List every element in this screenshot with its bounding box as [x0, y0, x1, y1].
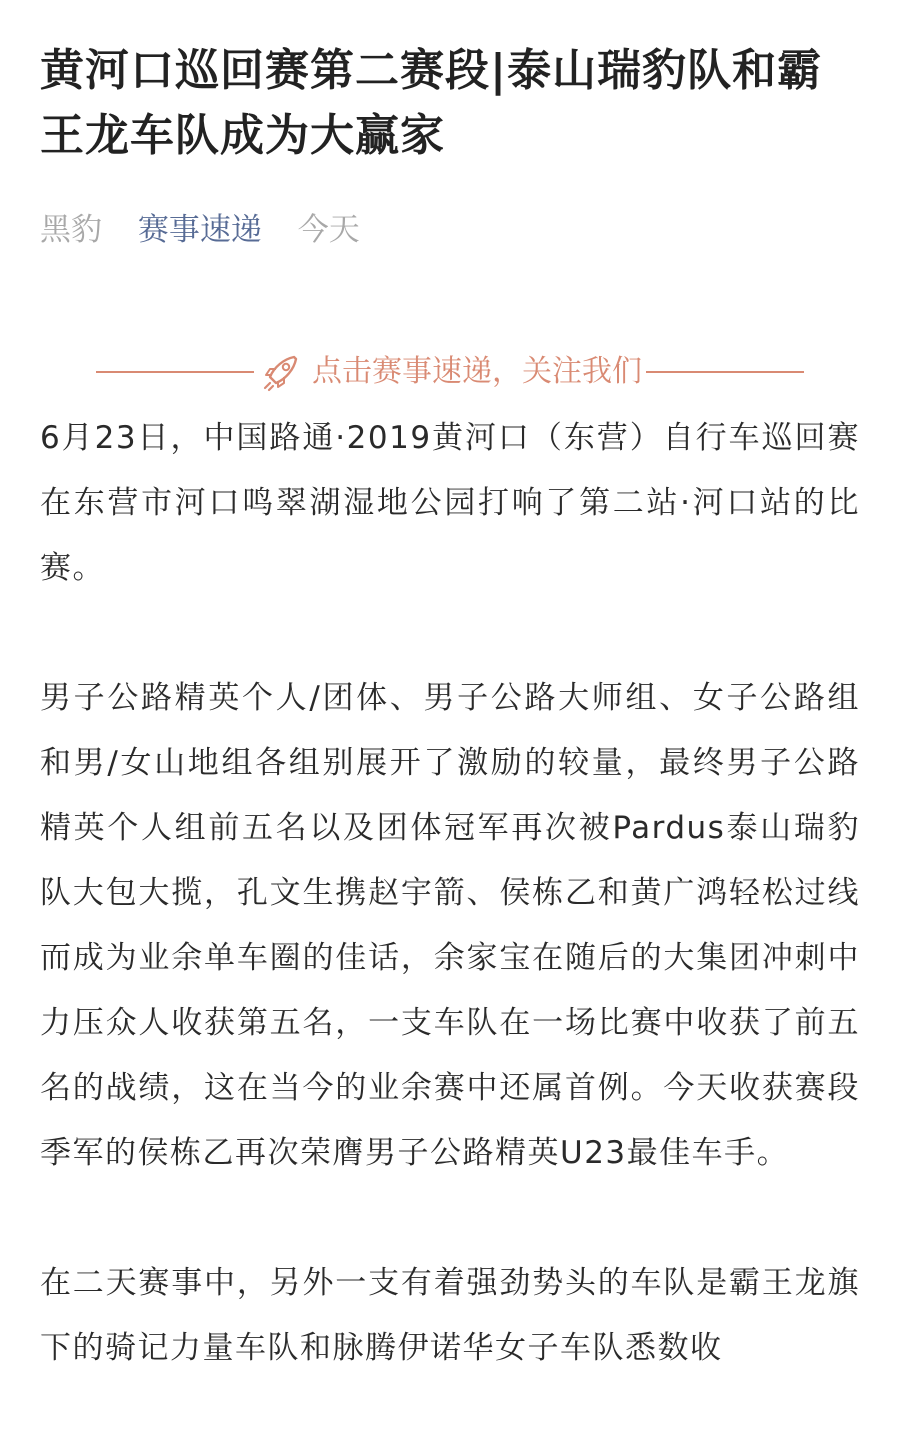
follow-text: 点击赛事速递，关注我们: [312, 354, 642, 389]
publish-date: 今天: [297, 212, 360, 248]
rocket-icon: [260, 351, 302, 393]
article-meta: [40, 210, 860, 250]
paragraph: 男子公路精英个人/团体、男子公路大师组、女子公路组和男/女山地组各组别展开了激励的较量，最终男子公路精英个人组前五名以及团体冠军再次被Pardus泰山瑞豹队大包大揽，孔文生携赵宇箭、侯栋乙和黄广鸿轻松过线而成为业余单车圈的佳话，余家宝在随后的大集团冲刺中力压众人收获第五名，一支车队在一场比赛中收获了前五名的战绩，这在当今的业余赛中还属首例。今天收获赛段季军的侯栋乙再次荣膺男子公路精英U23最佳车手。: [40, 680, 860, 1171]
paragraph: 6月23日，中国路通·2019黄河口（东营）自行车巡回赛在东营市河口鸣翠湖湿地公园打响了第二站·河口站的比赛。: [40, 420, 860, 586]
banner-divider-right: [646, 371, 804, 373]
follow-banner[interactable]: [40, 348, 860, 396]
author-name: 黑豹: [40, 212, 102, 248]
banner-divider-left: [96, 371, 254, 373]
article-body: [40, 406, 860, 1381]
paragraph: 在二天赛事中，另外一支有着强劲势头的车队是霸王龙旗下的骑记力量车队和脉腾伊诺华女子车队悉数收: [40, 1265, 860, 1366]
account-link[interactable]: 赛事速递: [137, 212, 262, 248]
article-title: 黄河口巡回赛第二赛段|泰山瑞豹队和霸王龙车队成为大赢家: [40, 45, 823, 161]
